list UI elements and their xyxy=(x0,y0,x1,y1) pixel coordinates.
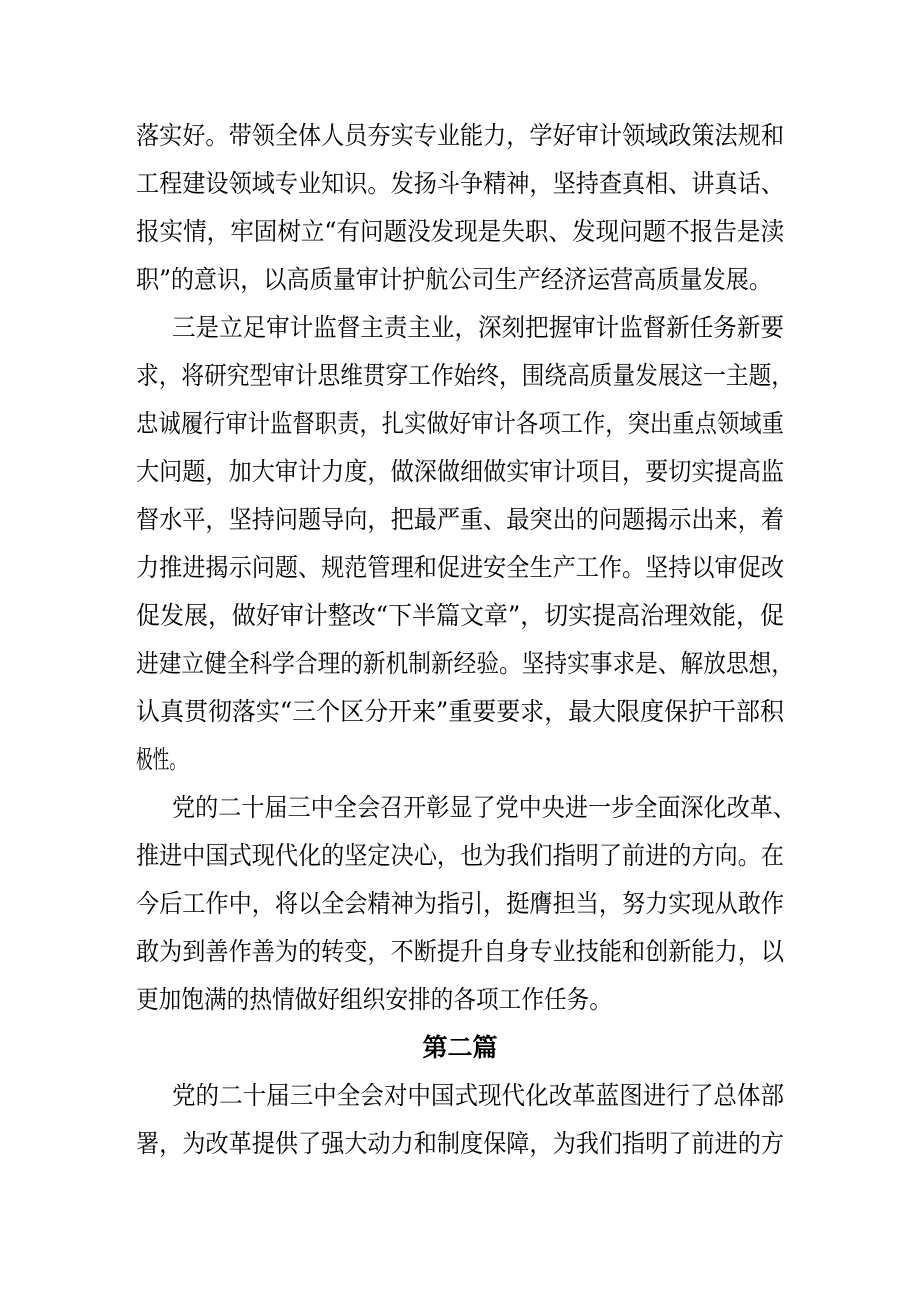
text-line: 落实好。带领全体人员夯实专业能力，学好审计领域政策法规和 xyxy=(136,121,784,150)
text-line: 进建立健全科学合理的新机制新经验。坚持实事求是、解放思想， xyxy=(136,649,794,678)
text-line: 署，为改革提供了强大动力和制度保障，为我们指明了前进的方 xyxy=(136,1129,784,1158)
text-line: 大问题，加大审计力度，做深做细做实审计项目，要切实提高监 xyxy=(136,457,784,486)
text-line: 更加饱满的热情做好组织安排的各项工作任务。 xyxy=(136,985,612,1014)
text-line: 党的二十届三中全会对中国式现代化改革蓝图进行了总体部 xyxy=(172,1081,784,1110)
text-line: 促发展，做好审计整改“下半篇文章”，切实提高治理效能，促 xyxy=(136,601,784,630)
text-line: 三是立足审计监督主责主业，深刻把握审计监督新任务新要 xyxy=(172,313,784,342)
text-line: 认真贯彻落实“三个区分开来”重要要求，最大限度保护干部积 xyxy=(136,697,784,726)
text-line: 今后工作中，将以全会精神为指引，挺膺担当，努力实现从敢作 xyxy=(136,889,784,918)
text-line: 力推进揭示问题、规范管理和促进安全生产工作。坚持以审促改 xyxy=(136,553,784,582)
text-line: 督水平，坚持问题导向，把最严重、最突出的问题揭示出来，着 xyxy=(136,505,784,534)
text-line: 工程建设领域专业知识。发扬斗争精神，坚持查真相、讲真话、 xyxy=(136,169,784,198)
text-line: 推进中国式现代化的坚定决心，也为我们指明了前进的方向。在 xyxy=(136,841,784,870)
text-line: 求，将研究型审计思维贯穿工作始终，围绕高质量发展这一主题， xyxy=(136,361,794,390)
text-line: 极性。 xyxy=(136,745,186,774)
text-line: 职”的意识，以高质量审计护航公司生产经济运营高质量发展。 xyxy=(136,265,772,294)
text-line: 敢为到善作善为的转变，不断提升自身专业技能和创新能力，以 xyxy=(136,937,784,966)
text-line: 党的二十届三中全会召开彰显了党中央进一步全面深化改革、 xyxy=(172,793,796,822)
text-line: 忠诚履行审计监督职责，扎实做好审计各项工作，突出重点领域重 xyxy=(136,409,784,438)
section-heading: 第二篇 xyxy=(422,1033,498,1062)
text-line: 报实情，牢固树立“有问题没发现是失职、发现问题不报告是渎 xyxy=(136,217,784,246)
